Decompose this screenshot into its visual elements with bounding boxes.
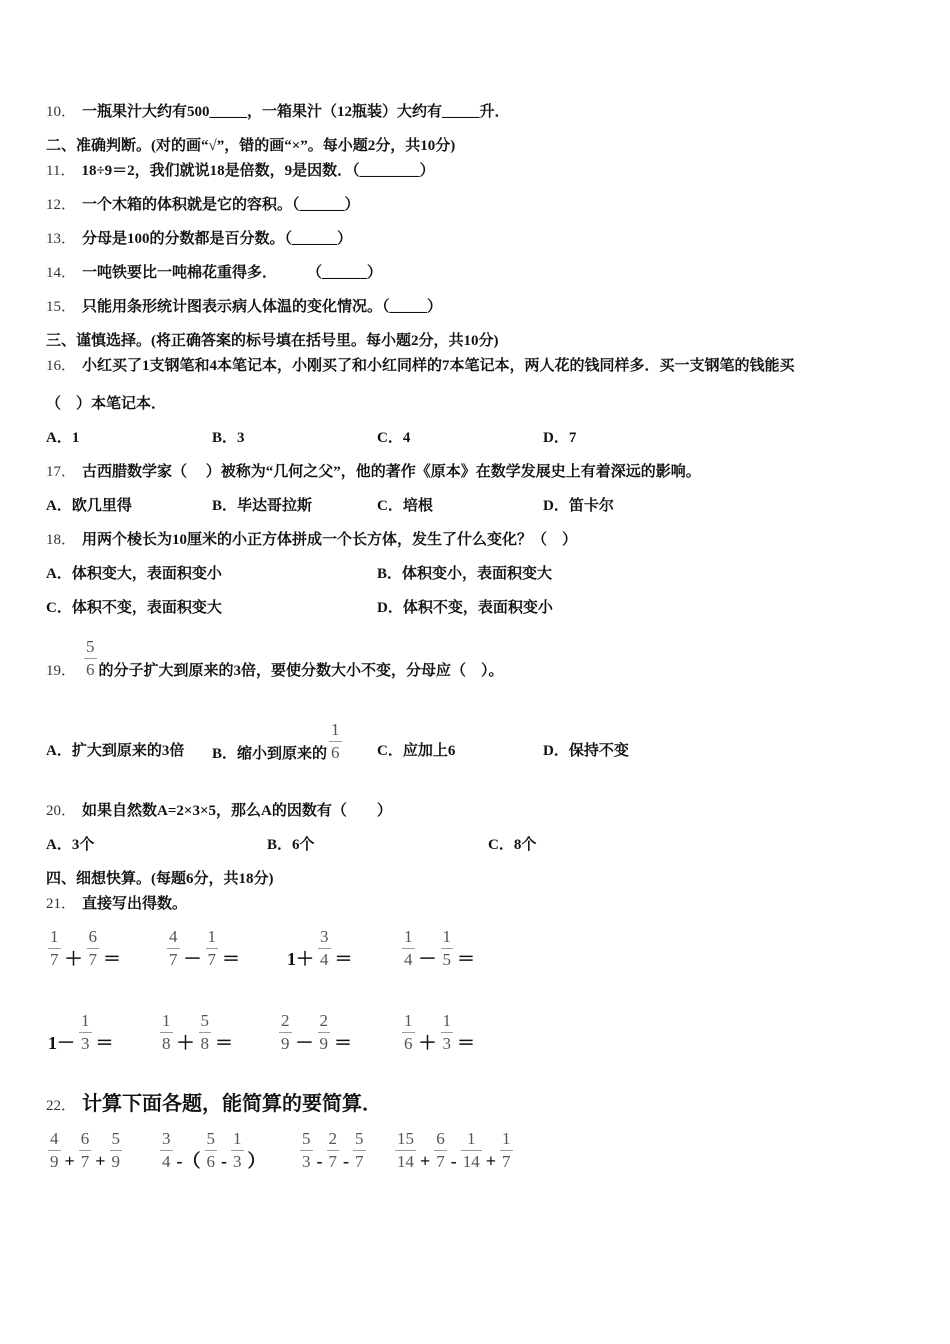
numerator: 1 xyxy=(441,926,454,949)
option-d: D．保持不变 xyxy=(543,743,629,759)
numerator: 2 xyxy=(279,1010,292,1033)
option-a: A．欧几里得 xyxy=(46,498,132,514)
question-number: 16． xyxy=(46,358,77,374)
question-text: 18÷9＝2，我们就说18是倍数，9是因数．（________） xyxy=(81,163,435,179)
fraction xyxy=(205,1128,218,1173)
math-expression xyxy=(46,1128,124,1173)
denominator: 5 xyxy=(442,950,451,969)
denominator: 7 xyxy=(502,1152,511,1171)
math-expression xyxy=(165,926,242,971)
option-d: D．体积不变，表面积变小 xyxy=(377,600,553,616)
fraction xyxy=(110,1128,123,1173)
fraction xyxy=(84,636,97,681)
fraction xyxy=(87,926,100,971)
question-20 xyxy=(46,801,392,821)
math-expression xyxy=(46,1010,116,1055)
question-text: 一瓶果汁大约有500_____，一箱果汁（12瓶装）大约有_____升． xyxy=(82,104,510,120)
math-expression xyxy=(393,1128,515,1173)
operator: 1－ xyxy=(48,1033,75,1053)
question-text: 的分子扩大到原来的3倍，要使分数大小不变，分母应（ ）。 xyxy=(98,663,504,679)
fraction xyxy=(441,1010,454,1055)
denominator: 7 xyxy=(207,950,216,969)
denominator: 6 xyxy=(206,1152,215,1171)
question-16-continued: （ ）本笔记本． xyxy=(46,396,167,412)
fraction xyxy=(441,926,454,971)
fraction xyxy=(461,1128,482,1173)
option-c: C．8个 xyxy=(488,837,537,853)
operator: ＝ xyxy=(457,949,475,969)
numerator: 6 xyxy=(434,1128,447,1151)
denominator: 3 xyxy=(81,1034,90,1053)
option-c: C．体积不变，表面积变大 xyxy=(46,600,222,616)
fraction xyxy=(160,1010,173,1055)
fraction xyxy=(402,1010,415,1055)
question-number: 22． xyxy=(46,1098,77,1114)
operator: -（ xyxy=(176,1151,201,1171)
operator: - xyxy=(221,1151,227,1171)
denominator: 9 xyxy=(281,1034,290,1053)
question-21 xyxy=(46,894,187,914)
fraction xyxy=(329,719,342,764)
denominator: 3 xyxy=(442,1034,451,1053)
fraction xyxy=(206,926,219,971)
question-number: 10． xyxy=(46,104,77,120)
operator: ＝ xyxy=(334,949,353,969)
question-number: 11． xyxy=(46,163,76,179)
math-expression xyxy=(298,1128,368,1173)
denominator: 6 xyxy=(86,660,95,679)
question-10 xyxy=(46,102,510,122)
question-13 xyxy=(46,229,352,249)
section-4-heading: 四、细想快算。(每题6分，共18分) xyxy=(46,871,274,887)
option-b: B．体积变小，表面积变大 xyxy=(377,566,553,582)
numerator: 2 xyxy=(318,1010,331,1033)
fraction xyxy=(353,1128,366,1173)
operator: － xyxy=(183,949,202,969)
fraction xyxy=(199,1010,212,1055)
numerator: 5 xyxy=(353,1128,366,1151)
question-17 xyxy=(46,462,701,482)
fraction xyxy=(79,1128,92,1173)
fraction xyxy=(300,1128,313,1173)
denominator: 4 xyxy=(404,950,413,969)
option-a: A．扩大到原来的3倍 xyxy=(46,743,185,759)
question-15 xyxy=(46,297,442,317)
question-text: 直接写出得数。 xyxy=(82,896,188,912)
fraction xyxy=(48,926,61,971)
math-expression xyxy=(400,1010,477,1055)
denominator: 9 xyxy=(319,1034,328,1053)
denominator: 7 xyxy=(80,1152,90,1171)
question-number: 21． xyxy=(46,896,77,912)
question-text: 分母是100的分数都是百分数。（______） xyxy=(82,231,353,247)
question-text: 古西腊数学家（ ）被称为“几何之父”，他的著作《原本》在数学发展史上有着深远的影响。 xyxy=(82,464,701,480)
denominator: 6 xyxy=(404,1034,413,1053)
question-16 xyxy=(46,356,795,376)
numerator: 5 xyxy=(110,1128,123,1151)
denominator: 7 xyxy=(169,950,178,969)
option-a: A．体积变大，表面积变小 xyxy=(46,566,222,582)
denominator: 3 xyxy=(233,1152,242,1171)
denominator: 8 xyxy=(200,1034,209,1053)
numerator: 2 xyxy=(327,1128,340,1151)
question-text: 一吨铁要比一吨棉花重得多． （______） xyxy=(82,265,383,281)
question-number: 15． xyxy=(46,299,77,315)
math-expression xyxy=(158,1128,268,1173)
numerator: 3 xyxy=(160,1128,173,1151)
question-text: 一个木箱的体积就是它的容积。（______） xyxy=(82,197,360,213)
section-2-heading: 二、准确判断。(对的画“√”，错的画“×”。每小题2分，共10分) xyxy=(46,138,456,154)
option-d: D．7 xyxy=(543,430,577,446)
question-number: 12． xyxy=(46,197,77,213)
numerator: 1 xyxy=(329,719,342,742)
question-number: 20． xyxy=(46,803,77,819)
numerator: 4 xyxy=(167,926,180,949)
numerator: 1 xyxy=(48,926,61,949)
fraction xyxy=(231,1128,244,1173)
question-number: 18． xyxy=(46,532,77,548)
operator: + xyxy=(95,1151,106,1171)
denominator: 4 xyxy=(162,1152,171,1171)
numerator: 5 xyxy=(300,1128,313,1151)
denominator: 14 xyxy=(462,1152,480,1171)
option-c: C．4 xyxy=(377,430,411,446)
operator: - xyxy=(316,1151,323,1171)
numerator: 1 xyxy=(461,1128,482,1151)
numerator: 1 xyxy=(206,926,219,949)
question-text: 计算下面各题，能简算的要简算． xyxy=(82,1093,383,1115)
question-number: 17． xyxy=(46,464,77,480)
fraction xyxy=(279,1010,292,1055)
numerator: 1 xyxy=(160,1010,173,1033)
question-11 xyxy=(46,161,435,181)
fraction xyxy=(327,1128,340,1173)
numerator: 15 xyxy=(395,1128,416,1151)
numerator: 1 xyxy=(79,1010,92,1033)
question-text: 如果自然数A=2×3×5，那么A的因数有（ ） xyxy=(82,803,392,819)
question-22 xyxy=(46,1094,382,1116)
denominator: 3 xyxy=(302,1152,311,1171)
math-expression xyxy=(158,1010,235,1055)
operator: - xyxy=(343,1151,349,1171)
question-text: 用两个棱长为10厘米的小正方体拼成一个长方体，发生了什么变化？（ ） xyxy=(82,532,578,548)
denominator: 7 xyxy=(50,950,59,969)
operator: ＋ xyxy=(176,1033,195,1053)
operator: ＝ xyxy=(334,1033,352,1053)
operator: + xyxy=(485,1151,497,1171)
numerator: 1 xyxy=(500,1128,513,1151)
option-c: C．应加上6 xyxy=(377,743,456,759)
fraction xyxy=(160,1128,173,1173)
question-number: 14． xyxy=(46,265,77,281)
option-b: B．3 xyxy=(212,430,245,446)
fraction xyxy=(318,926,331,971)
option-b: B．6个 xyxy=(267,837,315,853)
option-b: B．毕达哥拉斯 xyxy=(212,498,313,514)
operator: ＝ xyxy=(457,1033,475,1053)
denominator: 7 xyxy=(88,950,97,969)
section-3-heading: 三、谨慎选择。(将正确答案的标号填在括号里。每小题2分，共10分) xyxy=(46,333,499,349)
fraction xyxy=(434,1128,447,1173)
denominator: 4 xyxy=(320,950,329,969)
fraction xyxy=(318,1010,331,1055)
option-text: B．缩小到原来的 xyxy=(212,746,328,762)
fraction xyxy=(167,926,180,971)
question-number: 13． xyxy=(46,231,77,247)
fraction xyxy=(48,1128,61,1173)
operator: - xyxy=(450,1151,457,1171)
math-expression xyxy=(400,926,477,971)
fraction xyxy=(500,1128,513,1173)
numerator: 1 xyxy=(441,1010,454,1033)
option-a: A．1 xyxy=(46,430,80,446)
operator: + xyxy=(420,1151,431,1171)
denominator: 9 xyxy=(111,1152,121,1171)
option-d: D．笛卡尔 xyxy=(543,498,614,514)
question-14 xyxy=(46,263,382,283)
numerator: 1 xyxy=(402,1010,415,1033)
operator: + xyxy=(64,1151,75,1171)
operator: － xyxy=(295,1033,314,1053)
operator: ＝ xyxy=(222,949,240,969)
denominator: 7 xyxy=(436,1152,445,1171)
denominator: 9 xyxy=(50,1152,59,1171)
numerator: 6 xyxy=(87,926,100,949)
question-number: 19． xyxy=(46,663,77,679)
denominator: 6 xyxy=(331,743,340,762)
fraction xyxy=(402,926,415,971)
numerator: 1 xyxy=(231,1128,244,1151)
question-19 xyxy=(46,636,504,682)
math-expression xyxy=(46,926,123,971)
denominator: 7 xyxy=(355,1152,364,1171)
question-text: 小红买了1支钢笔和4本笔记本，小刚买了和小红同样的7本笔记本，两人花的钱同样多．买一支钢笔的钱能买 xyxy=(82,358,795,374)
question-text: 只能用条形统计图表示病人体温的变化情况。（_____） xyxy=(82,299,443,315)
numerator: 4 xyxy=(48,1128,61,1151)
operator: ） xyxy=(247,1151,266,1171)
operator: ＝ xyxy=(95,1033,114,1053)
numerator: 5 xyxy=(199,1010,212,1033)
operator: 1＋ xyxy=(287,949,314,969)
numerator: 5 xyxy=(84,636,97,659)
option-a: A．3个 xyxy=(46,837,95,853)
denominator: 8 xyxy=(162,1034,171,1053)
numerator: 5 xyxy=(205,1128,218,1151)
numerator: 1 xyxy=(402,926,415,949)
operator: ＝ xyxy=(103,949,121,969)
question-18 xyxy=(46,530,577,550)
fraction xyxy=(79,1010,92,1055)
denominator: 7 xyxy=(328,1152,337,1171)
operator: － xyxy=(418,949,437,969)
fraction xyxy=(395,1128,416,1173)
math-expression xyxy=(285,926,355,971)
option-c: C．培根 xyxy=(377,498,433,514)
operator: ＝ xyxy=(215,1033,233,1053)
numerator: 6 xyxy=(79,1128,92,1151)
option-b xyxy=(212,719,344,765)
numerator: 3 xyxy=(318,926,331,949)
operator: ＋ xyxy=(64,949,83,969)
question-12 xyxy=(46,195,360,215)
denominator: 14 xyxy=(397,1152,414,1171)
math-expression xyxy=(277,1010,354,1055)
operator: ＋ xyxy=(418,1033,437,1053)
